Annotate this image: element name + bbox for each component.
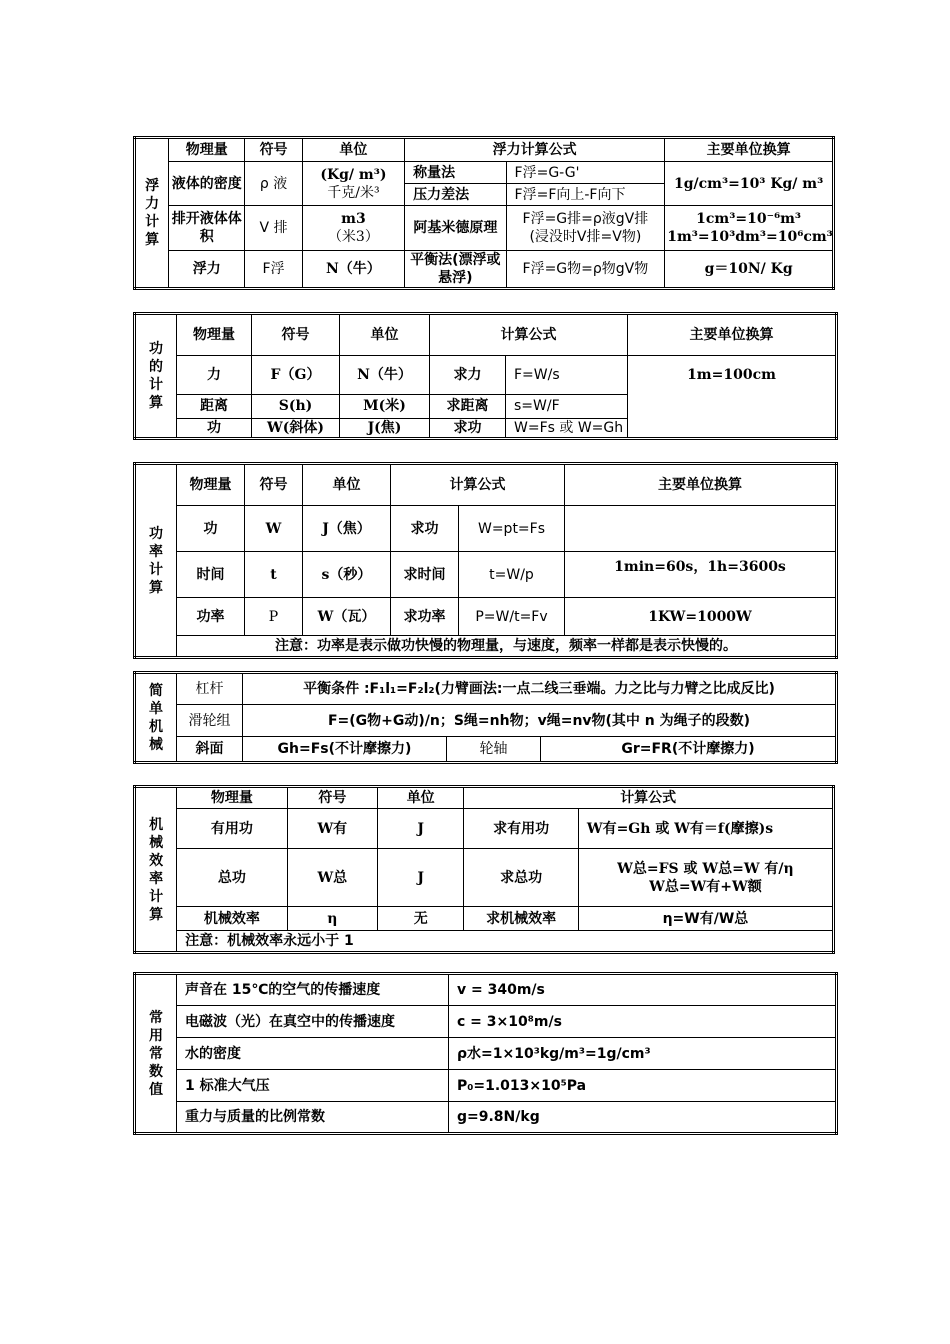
constant-value: P₀=1.013×10⁵Pa bbox=[449, 1070, 837, 1102]
method-cell: 求力 bbox=[430, 356, 506, 394]
power-table bbox=[133, 462, 838, 659]
power-side-label bbox=[135, 464, 177, 658]
formula-line: W总=W有+W额 bbox=[649, 878, 762, 895]
constant-name: 水的密度 bbox=[177, 1038, 449, 1070]
quantity-cell: 液体的密度 bbox=[169, 162, 245, 206]
side-label-char: 数 bbox=[149, 1063, 163, 1080]
unit-cell: J（焦） bbox=[303, 506, 391, 552]
conversion-cell: 1g/cm³=10³ Kg/ m³ bbox=[665, 162, 834, 206]
header-symbol: 符号 bbox=[245, 138, 302, 162]
method-cell: 求功率 bbox=[391, 598, 459, 636]
method-cell: 平衡法(漂浮或悬浮) bbox=[405, 250, 506, 288]
constant-name: 1 标准大气压 bbox=[177, 1070, 449, 1102]
side-label-char: 机 bbox=[149, 718, 163, 735]
side-label-char: 常 bbox=[149, 1009, 163, 1026]
symbol-cell: t bbox=[245, 552, 303, 598]
quantity-cell: 机械效率 bbox=[177, 907, 287, 931]
symbol-cell: S(h) bbox=[252, 394, 340, 418]
unit-cell: N（牛） bbox=[302, 250, 404, 288]
side-label-char: 械 bbox=[149, 834, 164, 851]
header-formula: 计算公式 bbox=[430, 314, 628, 356]
side-label-char: 率 bbox=[149, 870, 164, 887]
symbol-cell: W有 bbox=[287, 809, 377, 849]
buoyancy-table bbox=[133, 136, 835, 290]
header-formula: 计算公式 bbox=[464, 787, 834, 809]
header-quantity: 物理量 bbox=[169, 138, 245, 162]
side-label-char: 率 bbox=[149, 543, 163, 560]
method-cell: 求距离 bbox=[430, 394, 506, 418]
symbol-cell: W总 bbox=[287, 849, 377, 907]
side-label-char: 值 bbox=[149, 1081, 163, 1098]
side-label-char: 力 bbox=[145, 196, 160, 212]
quantity-cell: 排开液体体积 bbox=[169, 206, 245, 250]
method-cell: 求总功 bbox=[464, 849, 578, 907]
side-label-char: 算 bbox=[149, 579, 163, 596]
method-cell: 求功 bbox=[391, 506, 459, 552]
unit-line: 千克/米³ bbox=[327, 184, 380, 201]
symbol-cell: V 排 bbox=[245, 206, 302, 250]
quantity-cell: 功 bbox=[177, 506, 245, 552]
header-unit: 单位 bbox=[302, 138, 404, 162]
unit-cell: W（瓦） bbox=[303, 598, 391, 636]
symbol-cell: P bbox=[245, 598, 303, 636]
header-unit: 单位 bbox=[340, 314, 430, 356]
side-label-char: 单 bbox=[149, 700, 163, 717]
formula-cell bbox=[506, 206, 665, 250]
efficiency-side-label bbox=[135, 787, 177, 953]
constants-table bbox=[133, 972, 838, 1135]
side-label-char: 用 bbox=[149, 1027, 163, 1044]
header-formula: 浮力计算公式 bbox=[405, 138, 665, 162]
incline-text: Gh=Fs(不计摩擦力) bbox=[243, 737, 447, 763]
conversion-cell: 1m=100cm bbox=[628, 356, 837, 439]
symbol-cell: ρ 液 bbox=[245, 162, 302, 206]
symbol-cell: W(斜体) bbox=[252, 418, 340, 438]
quantity-cell: 时间 bbox=[177, 552, 245, 598]
constant-value: v = 340m/s bbox=[449, 974, 837, 1006]
formula-cell: W=Fs 或 W=Gh bbox=[506, 418, 628, 438]
incline-label: 斜面 bbox=[177, 737, 243, 763]
side-label-char: 常 bbox=[149, 1045, 163, 1062]
conversion-cell: 1KW=1000W bbox=[565, 598, 837, 636]
formula-cell: t=W/p bbox=[459, 552, 565, 598]
constant-value: g=9.8N/kg bbox=[449, 1102, 837, 1134]
side-label-char: 的 bbox=[149, 359, 163, 375]
unit-cell: J(焦) bbox=[340, 418, 430, 438]
unit-cell: s（秒） bbox=[303, 552, 391, 598]
conversion-cell: g＝10N/ Kg bbox=[665, 250, 834, 288]
conversion-cell bbox=[665, 206, 834, 250]
method-cell: 称量法 bbox=[405, 162, 506, 184]
unit-cell: J bbox=[378, 809, 464, 849]
formula-cell: s=W/F bbox=[506, 394, 628, 418]
formula-cell: η=W有/W总 bbox=[578, 907, 833, 931]
header-quantity: 物理量 bbox=[177, 787, 287, 809]
axle-text: Gr=FR(不计摩擦力) bbox=[541, 737, 837, 763]
formula-cell: P=W/t=Fv bbox=[459, 598, 565, 636]
symbol-cell: η bbox=[287, 907, 377, 931]
machines-table bbox=[133, 671, 838, 764]
header-conversion: 主要单位换算 bbox=[565, 464, 837, 506]
method-cell: 阿基米德原理 bbox=[405, 206, 506, 250]
power-note: 注意：功率是表示做功快慢的物理量，与速度，频率一样都是表示快慢的。 bbox=[177, 636, 837, 658]
quantity-cell: 功率 bbox=[177, 598, 245, 636]
header-quantity: 物理量 bbox=[177, 314, 252, 356]
conversion-line: 1cm³=10⁻⁶m³ bbox=[696, 211, 802, 228]
unit-cell: M(米) bbox=[340, 394, 430, 418]
formula-cell: W=pt=Fs bbox=[459, 506, 565, 552]
unit-cell bbox=[302, 206, 404, 250]
machines-side-label bbox=[135, 673, 177, 763]
method-cell: 压力差法 bbox=[405, 184, 506, 206]
work-side-label bbox=[135, 314, 177, 439]
buoyancy-side-label bbox=[135, 138, 169, 289]
symbol-cell: W bbox=[245, 506, 303, 552]
quantity-cell: 功 bbox=[177, 418, 252, 438]
header-symbol: 符号 bbox=[287, 787, 377, 809]
side-label-char: 机 bbox=[149, 816, 164, 833]
unit-line: (Kg/ m³) bbox=[320, 166, 387, 183]
header-conversion: 主要单位换算 bbox=[628, 314, 837, 356]
header-quantity: 物理量 bbox=[177, 464, 245, 506]
header-unit: 单位 bbox=[303, 464, 391, 506]
side-label-char: 算 bbox=[145, 232, 160, 248]
axle-label: 轮轴 bbox=[447, 737, 541, 763]
unit-line: m3 bbox=[341, 211, 366, 228]
unit-cell bbox=[302, 162, 404, 206]
header-symbol: 符号 bbox=[252, 314, 340, 356]
side-label-char: 计 bbox=[149, 561, 163, 578]
conversion-line: 1m³=10³dm³=10⁶cm³ bbox=[667, 229, 833, 246]
header-unit: 单位 bbox=[378, 787, 464, 809]
formula-cell: F浮=F向上-F向下 bbox=[506, 184, 665, 206]
formula-line: F浮=G排=ρ液gV排 bbox=[522, 211, 649, 228]
side-label-char: 简 bbox=[149, 682, 163, 699]
constant-name: 声音在 15℃的空气的传播速度 bbox=[177, 974, 449, 1006]
formula-line: (浸没时V排=V物) bbox=[529, 229, 642, 246]
work-table bbox=[133, 312, 838, 440]
unit-cell: 无 bbox=[378, 907, 464, 931]
formula-cell bbox=[578, 849, 833, 907]
lever-text: 平衡条件 :F₁l₁=F₂l₂(力臂画法:一点二线三垂端。力之比与力臂之比成反比) bbox=[243, 673, 837, 705]
formula-cell: F浮=G物=ρ物gV物 bbox=[506, 250, 665, 288]
constant-value: c = 3×10⁸m/s bbox=[449, 1006, 837, 1038]
side-label-char: 算 bbox=[149, 906, 164, 923]
formula-line: W总=FS 或 W总=W 有/η bbox=[617, 860, 794, 877]
quantity-cell: 总功 bbox=[177, 849, 287, 907]
method-cell: 求机械效率 bbox=[464, 907, 578, 931]
side-label-char: 计 bbox=[149, 377, 163, 393]
constant-name: 电磁波（光）在真空中的传播速度 bbox=[177, 1006, 449, 1038]
unit-line: （米3） bbox=[327, 229, 379, 246]
constants-side-label bbox=[135, 974, 177, 1134]
conversion-cell bbox=[565, 506, 837, 552]
efficiency-note: 注意：机械效率永远小于 1 bbox=[177, 931, 834, 953]
side-label-char: 计 bbox=[145, 214, 160, 230]
side-label-char: 械 bbox=[149, 736, 163, 753]
constant-value: ρ水=1×10³kg/m³=1g/cm³ bbox=[449, 1038, 837, 1070]
unit-cell: N（牛） bbox=[340, 356, 430, 394]
pulley-text: F=(G物+G动)/n；S绳=nh物；v绳=nv物(其中 n 为绳子的段数) bbox=[243, 705, 837, 737]
symbol-cell: F（G） bbox=[252, 356, 340, 394]
pulley-label: 滑轮组 bbox=[177, 705, 243, 737]
side-label-char: 浮 bbox=[145, 178, 160, 194]
quantity-cell: 浮力 bbox=[169, 250, 245, 288]
quantity-cell: 力 bbox=[177, 356, 252, 394]
formula-cell: F浮=G-G' bbox=[506, 162, 665, 184]
side-label-char: 效 bbox=[149, 852, 164, 869]
side-label-char: 算 bbox=[149, 395, 163, 411]
lever-label: 杠杆 bbox=[177, 673, 243, 705]
unit-cell: J bbox=[378, 849, 464, 907]
quantity-cell: 有用功 bbox=[177, 809, 287, 849]
method-cell: 求时间 bbox=[391, 552, 459, 598]
method-cell: 求功 bbox=[430, 418, 506, 438]
formula-cell: W有=Gh 或 W有＝f(摩擦)s bbox=[578, 809, 833, 849]
side-label-char: 计 bbox=[149, 888, 164, 905]
constant-name: 重力与质量的比例常数 bbox=[177, 1102, 449, 1134]
symbol-cell: F浮 bbox=[245, 250, 302, 288]
header-formula: 计算公式 bbox=[391, 464, 565, 506]
efficiency-table bbox=[133, 785, 835, 954]
header-symbol: 符号 bbox=[245, 464, 303, 506]
quantity-cell: 距离 bbox=[177, 394, 252, 418]
header-conversion: 主要单位换算 bbox=[665, 138, 834, 162]
formula-cell: F=W/s bbox=[506, 356, 628, 394]
method-cell: 求有用功 bbox=[464, 809, 578, 849]
conversion-cell: 1min=60s，1h=3600s bbox=[565, 552, 837, 598]
side-label-char: 功 bbox=[149, 525, 163, 542]
side-label-char: 功 bbox=[149, 341, 163, 357]
